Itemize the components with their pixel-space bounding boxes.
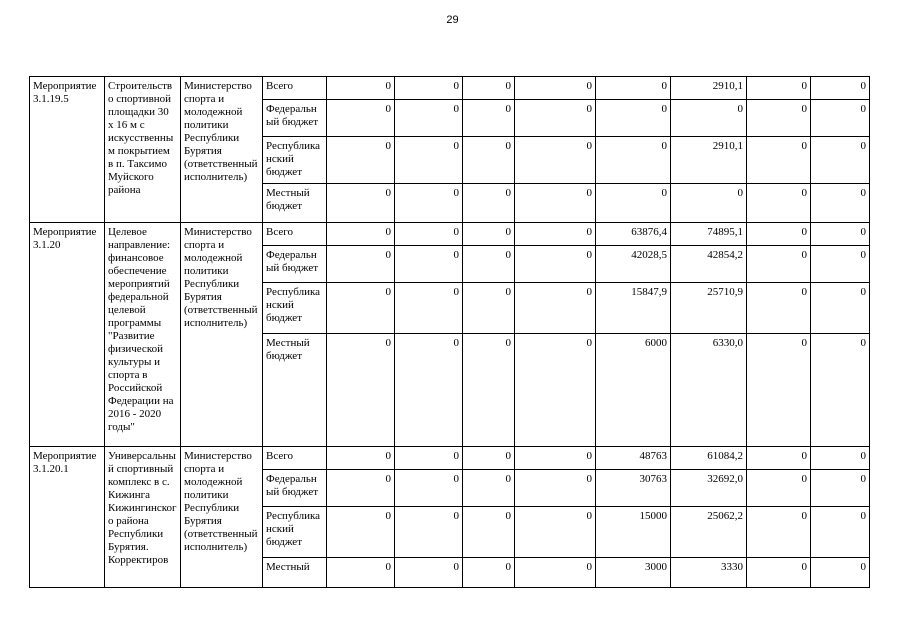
measure-cell: Мероприятие 3.1.20 bbox=[30, 223, 105, 447]
value-cell: 0 bbox=[327, 447, 395, 470]
value-cell: 0 bbox=[327, 137, 395, 184]
value-cell: 0 bbox=[515, 558, 596, 588]
executor-cell: Министерство спорта и молодежной политики Республики Бурятия (ответственный исполнитель) bbox=[181, 77, 263, 223]
value-cell: 0 bbox=[463, 77, 515, 100]
value-cell: 48763 bbox=[596, 447, 671, 470]
value-cell: 0 bbox=[811, 447, 870, 470]
funding-source-cell: Местный bbox=[263, 558, 327, 588]
value-cell: 0 bbox=[811, 100, 870, 137]
value-cell: 0 bbox=[671, 184, 747, 223]
value-cell: 0 bbox=[515, 137, 596, 184]
value-cell: 61084,2 bbox=[671, 447, 747, 470]
value-cell: 0 bbox=[515, 507, 596, 558]
value-cell: 2910,1 bbox=[671, 77, 747, 100]
value-cell: 0 bbox=[327, 334, 395, 447]
value-cell: 0 bbox=[395, 558, 463, 588]
value-cell: 0 bbox=[327, 77, 395, 100]
value-cell: 0 bbox=[515, 77, 596, 100]
value-cell: 2910,1 bbox=[671, 137, 747, 184]
value-cell: 25062,2 bbox=[671, 507, 747, 558]
measure-name-cell: Целевое направление: финансовое обеспечение мероприятий федеральной целевой программы "Развитие физической культуры и спорта в Российской Федерации на 2016 - 2020 годы" bbox=[105, 223, 181, 447]
value-cell: 0 bbox=[327, 507, 395, 558]
value-cell: 0 bbox=[327, 223, 395, 246]
table-row bbox=[30, 77, 870, 100]
value-cell: 0 bbox=[747, 283, 811, 334]
value-cell: 0 bbox=[515, 184, 596, 223]
value-cell: 0 bbox=[327, 283, 395, 334]
funding-source-cell: Республиканский бюджет bbox=[263, 283, 327, 334]
value-cell: 0 bbox=[515, 246, 596, 283]
funding-source-cell: Федеральный бюджет bbox=[263, 246, 327, 283]
value-cell: 0 bbox=[395, 77, 463, 100]
value-cell: 0 bbox=[395, 184, 463, 223]
value-cell: 0 bbox=[395, 470, 463, 507]
budget-table bbox=[29, 76, 870, 588]
value-cell: 0 bbox=[327, 470, 395, 507]
value-cell: 0 bbox=[596, 137, 671, 184]
value-cell: 15847,9 bbox=[596, 283, 671, 334]
value-cell: 0 bbox=[395, 507, 463, 558]
value-cell: 0 bbox=[463, 507, 515, 558]
value-cell: 3330 bbox=[671, 558, 747, 588]
executor-cell: Министерство спорта и молодежной политики Республики Бурятия (ответственный исполнитель) bbox=[181, 447, 263, 588]
measure-name-cell: Универсальный спортивный комплекс в с. Кижинга Кижингинского района Республики Бурятия. Корректиров bbox=[105, 447, 181, 588]
value-cell: 0 bbox=[395, 223, 463, 246]
table-row bbox=[30, 223, 870, 246]
value-cell: 0 bbox=[811, 558, 870, 588]
value-cell: 0 bbox=[811, 283, 870, 334]
value-cell: 0 bbox=[811, 184, 870, 223]
funding-source-cell: Всего bbox=[263, 447, 327, 470]
value-cell: 0 bbox=[327, 246, 395, 283]
value-cell: 0 bbox=[463, 223, 515, 246]
value-cell: 0 bbox=[463, 470, 515, 507]
value-cell: 0 bbox=[747, 334, 811, 447]
value-cell: 0 bbox=[747, 184, 811, 223]
funding-source-cell: Федеральный бюджет bbox=[263, 470, 327, 507]
value-cell: 0 bbox=[395, 334, 463, 447]
value-cell: 0 bbox=[747, 447, 811, 470]
value-cell: 74895,1 bbox=[671, 223, 747, 246]
value-cell: 0 bbox=[811, 223, 870, 246]
value-cell: 0 bbox=[463, 246, 515, 283]
value-cell: 0 bbox=[515, 447, 596, 470]
value-cell: 42854,2 bbox=[671, 246, 747, 283]
value-cell: 0 bbox=[747, 77, 811, 100]
funding-source-cell: Всего bbox=[263, 77, 327, 100]
value-cell: 0 bbox=[596, 77, 671, 100]
value-cell: 3000 bbox=[596, 558, 671, 588]
value-cell: 0 bbox=[811, 246, 870, 283]
table-row bbox=[30, 447, 870, 470]
value-cell: 0 bbox=[463, 137, 515, 184]
value-cell: 0 bbox=[811, 77, 870, 100]
value-cell: 0 bbox=[463, 283, 515, 334]
value-cell: 0 bbox=[395, 283, 463, 334]
value-cell: 0 bbox=[747, 100, 811, 137]
value-cell: 0 bbox=[327, 558, 395, 588]
funding-source-cell: Федеральный бюджет bbox=[263, 100, 327, 137]
value-cell: 0 bbox=[747, 246, 811, 283]
value-cell: 0 bbox=[747, 137, 811, 184]
value-cell: 0 bbox=[327, 184, 395, 223]
funding-source-cell: Республиканский бюджет bbox=[263, 137, 327, 184]
value-cell: 0 bbox=[596, 100, 671, 137]
value-cell: 0 bbox=[747, 507, 811, 558]
funding-source-cell: Республиканский бюджет bbox=[263, 507, 327, 558]
funding-source-cell: Всего bbox=[263, 223, 327, 246]
value-cell: 0 bbox=[747, 223, 811, 246]
value-cell: 0 bbox=[811, 470, 870, 507]
funding-source-cell: Местный бюджет bbox=[263, 184, 327, 223]
value-cell: 0 bbox=[671, 100, 747, 137]
value-cell: 0 bbox=[811, 137, 870, 184]
value-cell: 0 bbox=[515, 470, 596, 507]
value-cell: 0 bbox=[811, 334, 870, 447]
value-cell: 42028,5 bbox=[596, 246, 671, 283]
measure-cell: Мероприятие 3.1.19.5 bbox=[30, 77, 105, 223]
executor-cell: Министерство спорта и молодежной политики Республики Бурятия (ответственный исполнитель) bbox=[181, 223, 263, 447]
value-cell: 6330,0 bbox=[671, 334, 747, 447]
value-cell: 0 bbox=[515, 223, 596, 246]
page-number: 29 bbox=[446, 14, 459, 26]
value-cell: 0 bbox=[515, 334, 596, 447]
value-cell: 0 bbox=[463, 447, 515, 470]
value-cell: 0 bbox=[811, 507, 870, 558]
value-cell: 0 bbox=[515, 100, 596, 137]
value-cell: 0 bbox=[747, 558, 811, 588]
funding-source-cell: Местный бюджет bbox=[263, 334, 327, 447]
measure-cell: Мероприятие 3.1.20.1 bbox=[30, 447, 105, 588]
value-cell: 0 bbox=[395, 100, 463, 137]
value-cell: 0 bbox=[463, 184, 515, 223]
value-cell: 0 bbox=[515, 283, 596, 334]
value-cell: 0 bbox=[463, 558, 515, 588]
value-cell: 0 bbox=[395, 447, 463, 470]
value-cell: 0 bbox=[463, 334, 515, 447]
value-cell: 63876,4 bbox=[596, 223, 671, 246]
value-cell: 0 bbox=[327, 100, 395, 137]
value-cell: 30763 bbox=[596, 470, 671, 507]
value-cell: 0 bbox=[395, 137, 463, 184]
value-cell: 32692,0 bbox=[671, 470, 747, 507]
value-cell: 6000 bbox=[596, 334, 671, 447]
measure-name-cell: Строительство спортивной площадки 30 х 16 м с искусственным покрытием в п. Таксимо Муйского района bbox=[105, 77, 181, 223]
value-cell: 0 bbox=[463, 100, 515, 137]
value-cell: 25710,9 bbox=[671, 283, 747, 334]
value-cell: 0 bbox=[747, 470, 811, 507]
value-cell: 15000 bbox=[596, 507, 671, 558]
value-cell: 0 bbox=[596, 184, 671, 223]
value-cell: 0 bbox=[395, 246, 463, 283]
